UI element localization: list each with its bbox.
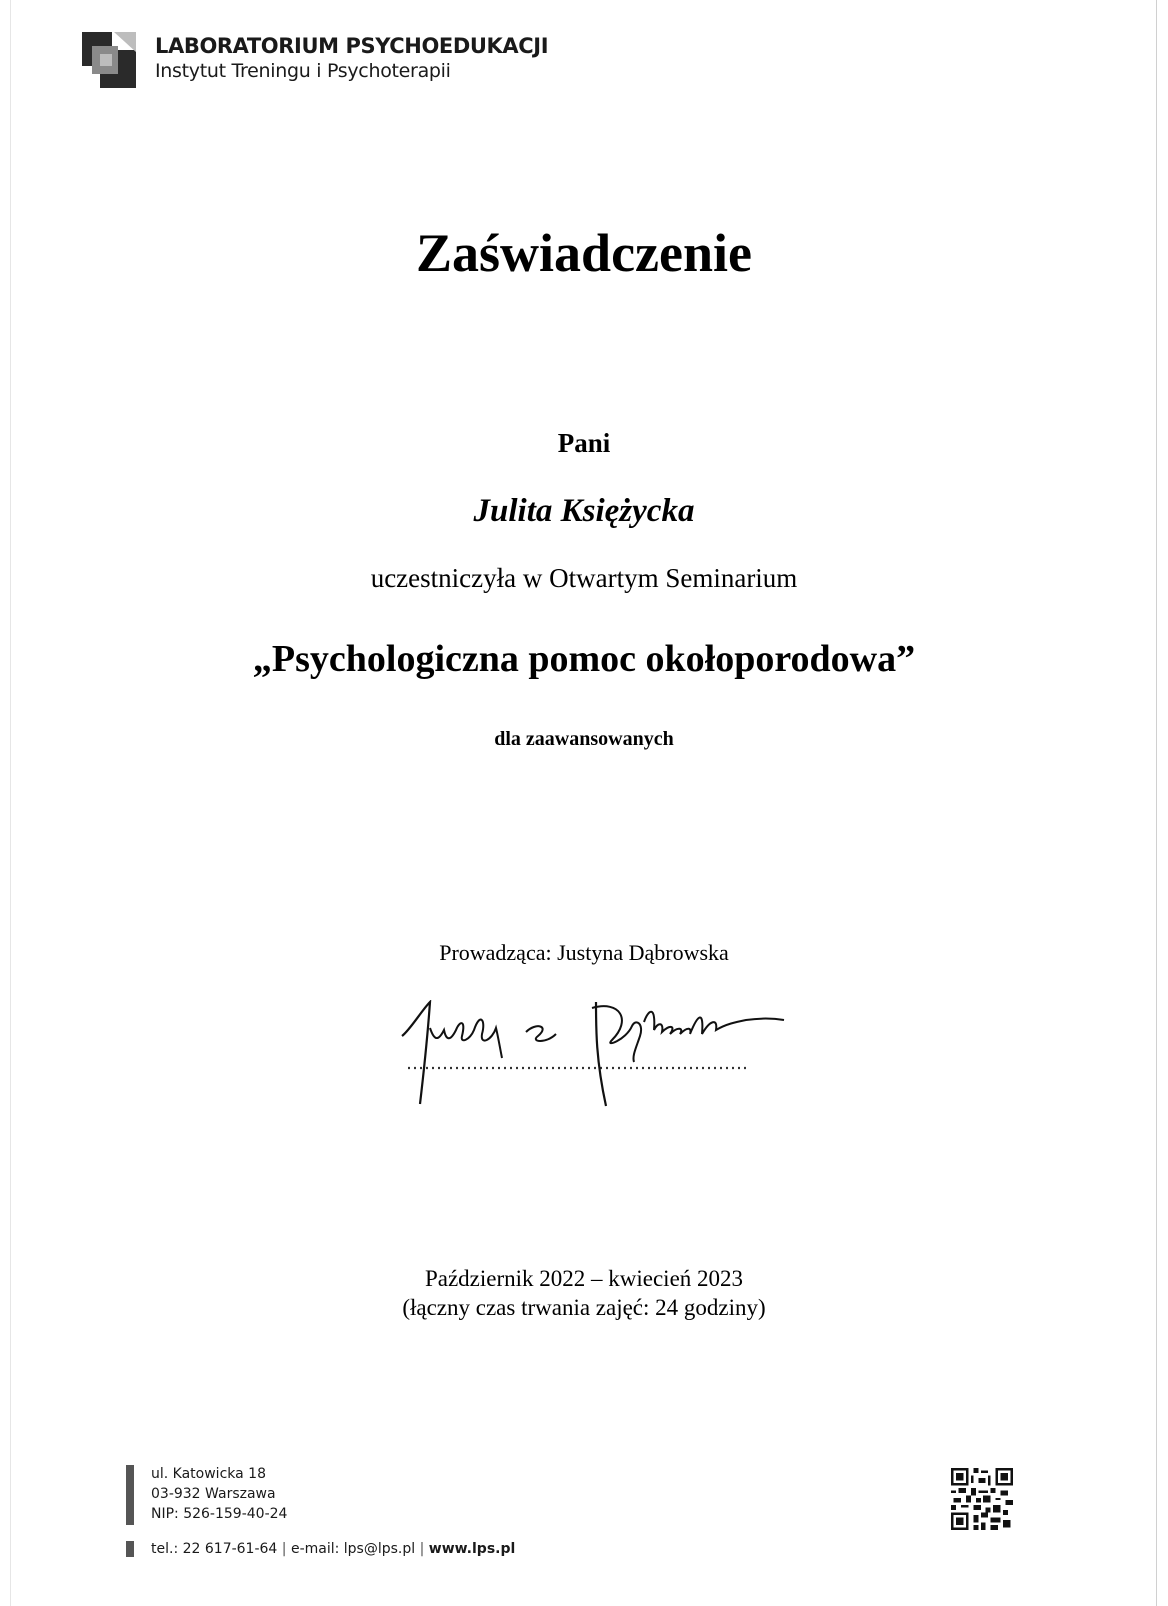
footer-accent-bar-small (126, 1541, 134, 1557)
footer-accent-bar (126, 1465, 134, 1525)
footer-phone: tel.: 22 617-61-64 (151, 1541, 278, 1557)
footer-separator: | (419, 1541, 425, 1557)
handwritten-signature (400, 1000, 810, 1110)
recipient-name: Julita Księżycka (473, 493, 695, 529)
lps-logo-icon (82, 32, 136, 88)
footer-website: www.lps.pl (428, 1541, 516, 1557)
participation-text: uczestniczyła w Otwartym Seminarium (370, 563, 798, 593)
course-duration: (łączny czas trwania zajęć: 24 godziny) (402, 1295, 766, 1320)
footer-nip: NIP: 526-159-40-24 (151, 1506, 288, 1522)
salutation: Pani (557, 428, 611, 458)
footer-separator: | (281, 1541, 287, 1557)
certificate-title: Zaświadczenie (416, 223, 752, 283)
course-dates: Październik 2022 – kwiecień 2023 (424, 1266, 744, 1291)
leader-line: Prowadząca: Justyna Dąbrowska (439, 940, 729, 965)
org-subtitle: Instytut Treningu i Psychoterapii (155, 60, 451, 82)
footer-address-line2: 03-932 Warszawa (151, 1486, 276, 1502)
footer-email: e-mail: lps@lps.pl (290, 1541, 416, 1557)
footer-address-line1: ul. Katowicka 18 (151, 1466, 266, 1482)
seminar-title: „Psychologiczna pomoc okołoporodowa” (252, 638, 916, 680)
qr-code-icon (951, 1468, 1013, 1530)
org-name: LABORATORIUM PSYCHOEDUKACJI (155, 34, 549, 58)
seminar-level: dla zaawansowanych (494, 728, 674, 750)
footer-contact-line (151, 1541, 515, 1557)
